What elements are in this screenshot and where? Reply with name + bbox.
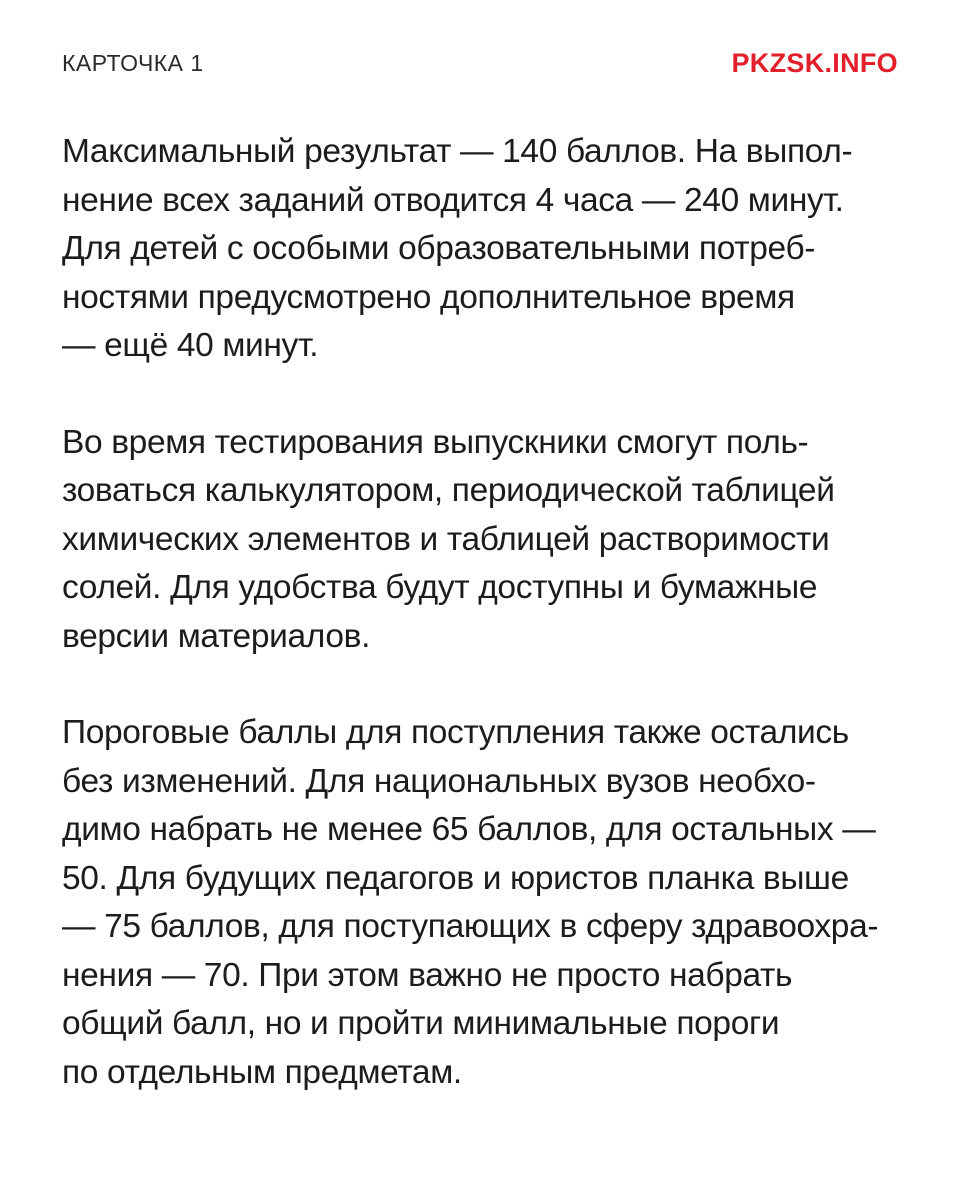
card-header [62,46,898,80]
text-line: химических элементов и таблицей растворимости [62,520,830,558]
text-line: Во время тестирования выпускники смогут поль- [62,423,809,461]
paragraph-threshold-scores [62,709,900,1097]
text-line: нение всех заданий отводится 4 часа — 240 минут. [62,181,844,219]
text-line: — 75 баллов, для поступающих в сферу здравоохра- [62,908,879,945]
text-line: ностями предусмотрено дополнительное время [62,278,795,316]
text-line: солей. Для удобства будут доступны и бумажные [62,569,818,606]
paragraph-exam-duration [62,128,900,371]
card-number-label: КАРТОЧКА 1 [62,49,204,76]
text-line: 50. Для будущих педагогов и юристов планка выше [62,859,849,897]
text-line: без изменений. Для национальных вузов необхо- [62,762,816,800]
text-line: Для детей с особыми образовательными потреб- [62,230,816,267]
text-line: нения — 70. При этом важно не просто набрать [62,956,793,994]
text-line: по отдельным предметам. [62,1053,462,1091]
text-line: Пороговые баллы для поступления также остались [62,714,849,751]
text-line: общий балл, но и пройти минимальные пороги [62,1005,780,1042]
card-content [62,128,900,1145]
text-line: версии материалов. [62,617,371,655]
brand-logo-text: PKZSK.INFO [731,47,898,78]
text-line: — ещё 40 минут. [62,327,319,364]
paragraph-allowed-materials [62,419,900,662]
text-line: зоваться калькулятором, периодической таблицей [62,472,835,509]
text-line: Максимальный результат — 140 баллов. На выпол- [62,133,853,170]
text-line: димо набрать не менее 65 баллов, для остальных — [62,811,876,848]
